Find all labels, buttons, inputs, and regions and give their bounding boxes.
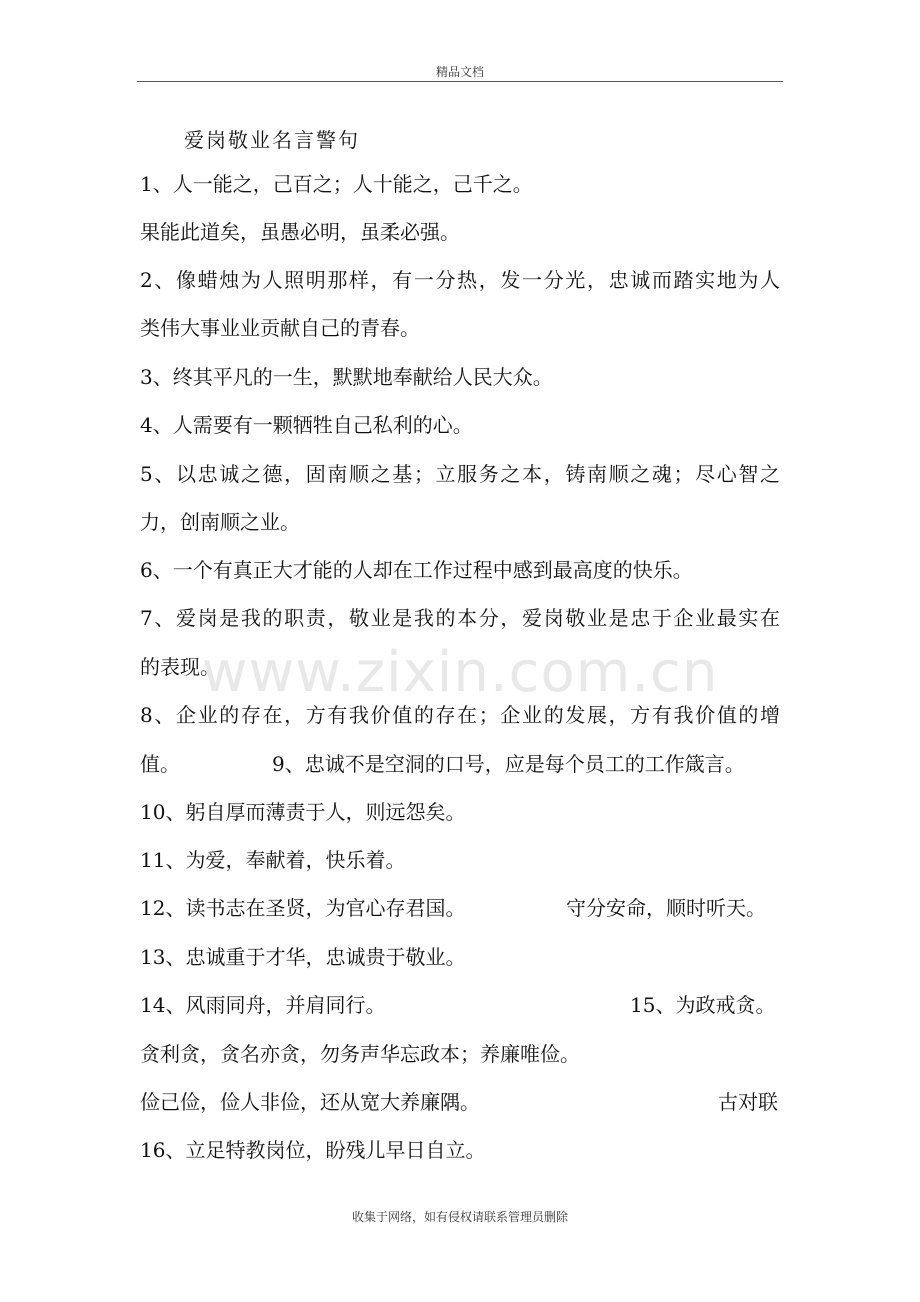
text-line: 守分安命，顺时听天。 [566,896,766,920]
text-line: 12、读书志在圣贤，为官心存君国。 [140,896,466,920]
text-line: 8、企业的存在，方有我价值的存在；企业的发展，方有我价值的增 [140,703,780,727]
text-line: 古对联 [718,1090,778,1114]
text-line: 9、忠诚不是空洞的口号，应是每个员工的工作箴言。 [272,752,745,776]
text-line: 6、一个有真正大才能的人却在工作过程中感到最高度的快乐。 [140,558,693,582]
text-line: 2、像蜡烛为人照明那样，有一分热，发一分光，忠诚而踏实地为人 [140,268,780,292]
text-line: 类伟大事业业贡献自己的青春。 [140,316,420,340]
text-line: 16、立足特教岗位，盼残儿早日自立。 [140,1138,486,1162]
header-divider [137,81,783,82]
text-line: 14、风雨同舟，并肩同行。 [140,993,386,1017]
text-line: 11、为爱，奉献着，快乐着。 [140,848,406,872]
text-line: 10、躬自厚而薄责于人，则远怨矣。 [140,800,466,824]
text-line: 果能此道矣，虽愚必明，虽柔必强。 [140,220,460,244]
text-line: 7、爱岗是我的职责，敬业是我的本分，爱岗敬业是忠于企业最实在 [140,606,780,630]
text-line: 值。 [140,752,180,776]
text-line: 的表现。 [140,655,220,679]
text-line: 13、忠诚重于才华，忠诚贵于敬业。 [140,945,466,969]
page-footer: 收集于网络，如有侵权请联系管理员删除 [351,1210,568,1224]
text-line: 贪利贪，贪名亦贪，勿务声华忘政本；养廉唯俭。 [140,1042,580,1066]
text-line: 力，创南顺之业。 [140,510,300,534]
text-line: 俭己俭，俭人非俭，还从宽大养廉隅。 [140,1090,480,1114]
watermark: www.zixin.com.cn [201,640,719,705]
text-line: 15、为政戒贪。 [630,993,776,1017]
header-text: 精品文档 [435,65,484,79]
text-line: 3、终其平凡的一生，默默地奉献给人民大众。 [140,365,553,389]
text-line: 5、以忠诚之德，固南顺之基；立服务之本，铸南顺之魂；尽心智之 [140,462,780,486]
document-title: 爱岗敬业名言警句 [184,128,360,152]
text-line: 1、人一能之，己百之；人十能之，己千之。 [140,172,533,196]
text-line: 4、人需要有一颗牺牲自己私利的心。 [140,413,473,437]
